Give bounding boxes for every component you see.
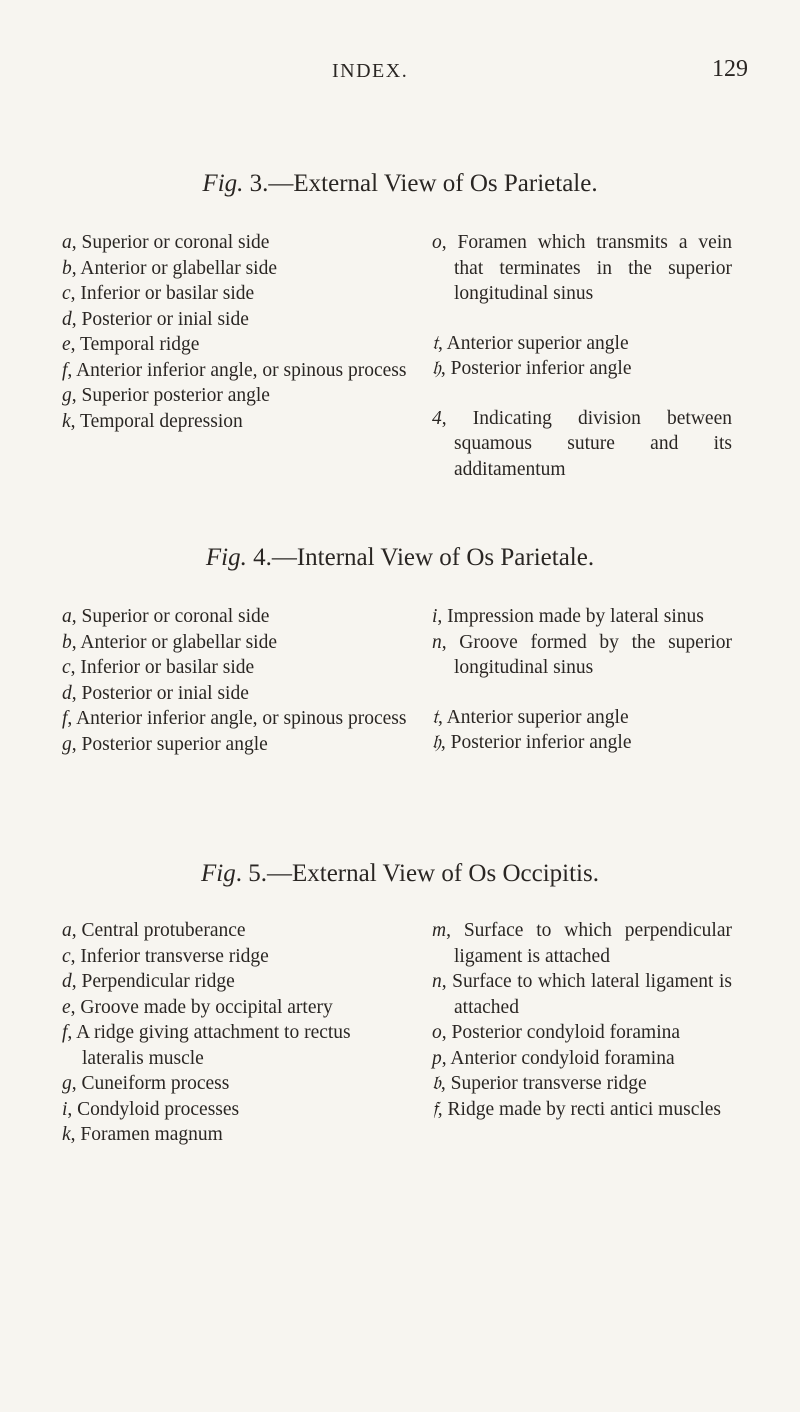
legend-entry: a, Central protuberance [62, 920, 246, 941]
fig-4-title-prefix: Fig. [205, 544, 247, 571]
fig-3-title [0, 170, 800, 198]
legend-entry: c, Inferior transverse ridge [62, 945, 269, 967]
legend-entry: d, Posterior or inial side [62, 308, 249, 330]
fig-4-title [0, 544, 800, 572]
legend-entry: i, Condyloid processes [62, 1098, 240, 1120]
fig-5-right-legend [432, 918, 732, 1122]
legend-entry: d, Posterior or inial side [62, 682, 249, 704]
legend-entry: 𝔥, Posterior inferior angle [432, 358, 632, 379]
fig-4-title-text: 4.—Internal View of Os Parietale. [246, 544, 595, 571]
running-head: INDEX. [332, 60, 409, 82]
legend-entry: c, Inferior or basilar side [62, 657, 255, 678]
legend-entry: 𝔱, Anterior superior angle [432, 332, 629, 354]
legend-entry: b, Anterior or glabellar side [62, 257, 277, 279]
legend-entry: e, Groove made by occipital artery [62, 996, 333, 1018]
legend-entry: g, Superior posterior angle [62, 385, 270, 406]
legend-entry: b, Anterior or glabellar side [62, 631, 277, 653]
fig-3-right-legend [432, 230, 732, 482]
legend-entry: e, Temporal ridge [62, 334, 200, 355]
legend-entry: f, A ridge giving attachment to rectus lateralis muscle [62, 1022, 351, 1069]
legend-entry: a, Superior or coronal side [62, 232, 270, 253]
legend-entry: o, Foramen which transmits a vein that terminates in the superior longitudinal sinus [432, 232, 732, 304]
legend-entry: 𝔣, Ridge made by recti antici muscles [432, 1098, 722, 1120]
legend-entry: c, Inferior or basilar side [62, 283, 255, 304]
legend-entry: g, Posterior superior angle [62, 733, 268, 755]
legend-entry: 𝔱, Anterior superior angle [432, 706, 629, 728]
page-number: 129 [712, 56, 748, 82]
legend-entry: n, Groove formed by the superior longitudinal sinus [432, 631, 732, 678]
legend-entry: g, Cuneiform process [62, 1073, 230, 1094]
legend-entry: 𝔟, Superior transverse ridge [432, 1073, 647, 1094]
fig-3-left-legend [62, 230, 412, 434]
legend-entry: a, Superior or coronal side [62, 606, 270, 627]
legend-entry: n, Surface to which lateral ligament is attached [432, 971, 732, 1018]
fig-4-right-legend [432, 604, 732, 756]
legend-entry: 4, Indicating division between squamous suture and its additamentum [432, 407, 732, 480]
fig-5-title-prefix: Fig [201, 860, 236, 887]
fig-4-left-legend [62, 604, 412, 757]
fig-5-title [0, 860, 800, 888]
legend-entry: o, Posterior condyloid foramina [432, 1022, 681, 1043]
legend-entry: k, Temporal depression [62, 410, 243, 432]
legend-entry: 𝔥, Posterior inferior angle [432, 732, 632, 753]
legend-entry: f, Anterior inferior angle, or spinous process [62, 359, 407, 381]
fig-5-title-text: . 5.—External View of Os Occipitis. [235, 860, 599, 887]
page-header [0, 52, 800, 92]
legend-entry: k, Foramen magnum [62, 1124, 223, 1145]
legend-entry: f, Anterior inferior angle, or spinous process [62, 708, 407, 729]
fig-5-left-legend [62, 918, 412, 1148]
legend-entry: i, Impression made by lateral sinus [432, 606, 704, 627]
fig-3-title-prefix: Fig. [202, 170, 244, 197]
legend-entry: d, Perpendicular ridge [62, 971, 235, 992]
legend-entry: m, Surface to which perpendicular ligament is attached [432, 920, 732, 967]
fig-3-title-text: 3.—External View of Os Parietale. [243, 170, 598, 197]
legend-entry: p, Anterior condyloid foramina [432, 1047, 675, 1069]
